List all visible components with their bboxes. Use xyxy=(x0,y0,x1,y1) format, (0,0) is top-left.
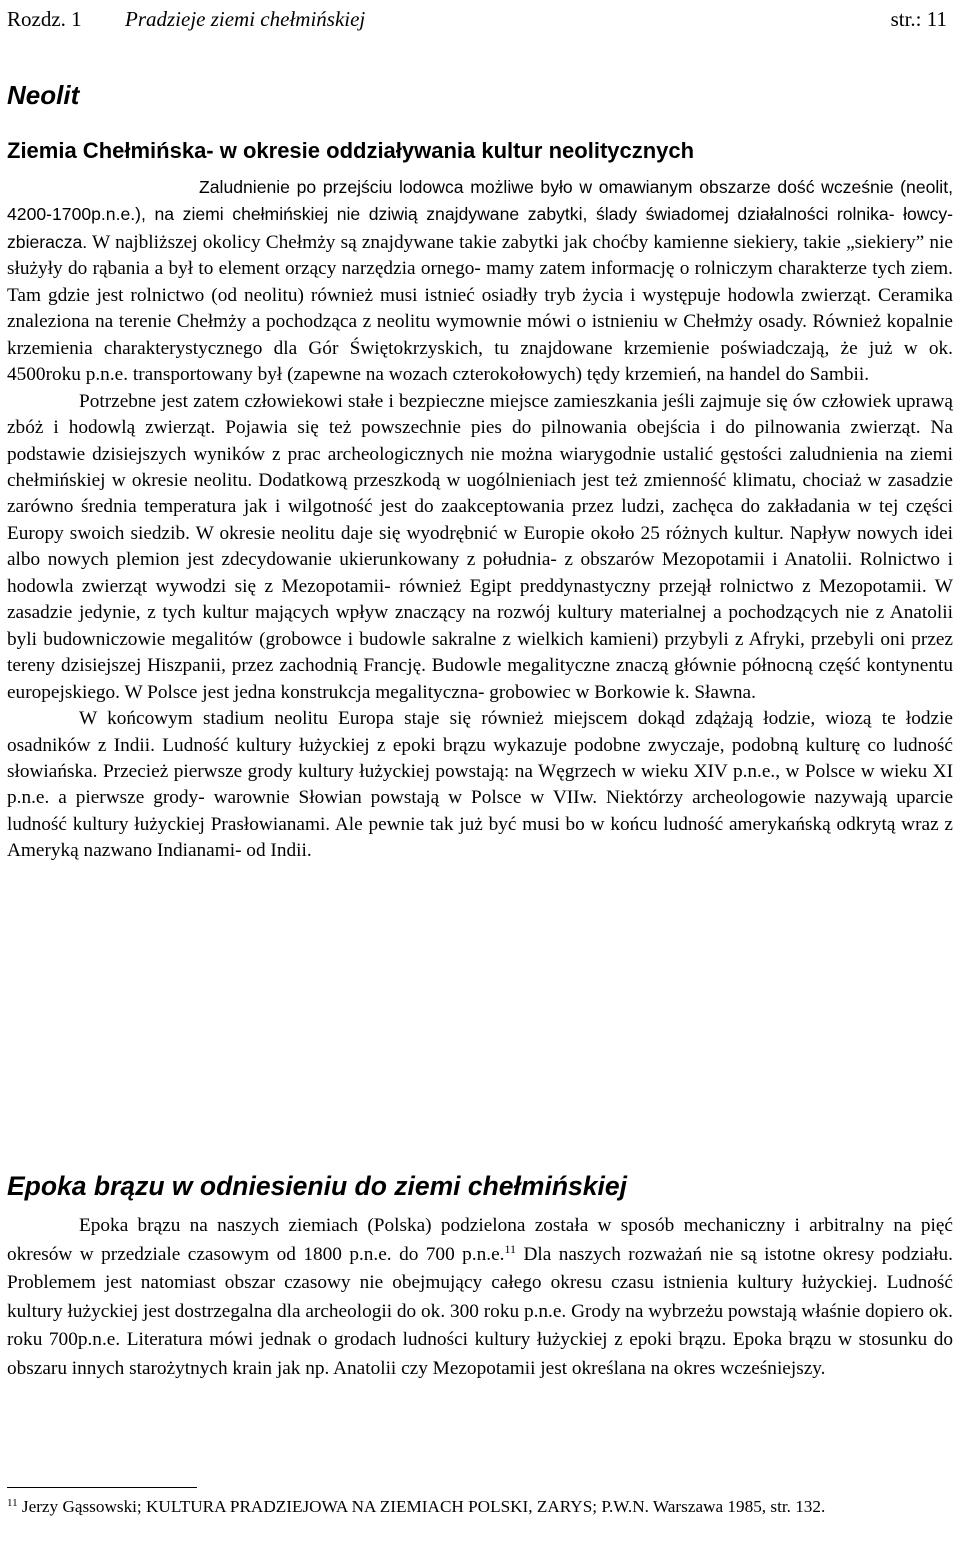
paragraph xyxy=(7,174,953,389)
neolit-body xyxy=(7,174,953,865)
paragraph-serif-part: W najbliższej okolicy Chełmży są znajdywane takie zabytki jak choćby kamienne siekiery, takie „siekiery” nie służyły do rąbania a był to element orzący narzędzia ornego- mamy zatem informację o rolniczym charakterze tych ziem. Tam gdzie jest rolnictwo (od neolitu) również musi istnieć osiadły tryb życia i występuje hodowla zwierząt. Ceramika znaleziona na terenie Chełmży a pochodząca z neolitu wymownie mówi o istnieniu w Chełmży osady. Również kopalnie krzemienia charakterystycznego dla Gór Świętokrzyskich, tu znajdowane krzemienie poświadczają, że już w ok. 4500roku p.n.e. transportowany był (zapewne na wozach czterokołowych) tędy krzemień, na handel do Sambii. xyxy=(7,231,953,386)
paragraph-text: Epoka brązu na naszych ziemiach (Polska) podzielona została w sposób mechaniczny i arbitralny na pięć okresów w przedziale czasowym od 1800 p.n.e. do 700 p.n.e. xyxy=(7,1215,953,1265)
footnote-number: 11 xyxy=(7,1497,18,1509)
chapter-title: Pradzieje ziemi chełmińskiej xyxy=(125,7,366,31)
footnote-text: Jerzy Gąssowski; KULTURA PRADZIEJOWA NA ZIEMIACH POLSKI, ZARYS; P.W.N. Warszawa 1985, str. 132. xyxy=(17,1497,826,1516)
chapter-label: Rozdz. 1 xyxy=(7,7,82,31)
section-heading-neolit: Neolit xyxy=(7,80,80,110)
footnote-separator xyxy=(7,1487,197,1488)
section-heading-bronze: Epoka brązu w odniesieniu do ziemi chełmińskiej xyxy=(7,1171,627,1201)
paragraph: W końcowym stadium neolitu Europa staje się również miejscem dokąd zdążają łodzie, wiozą te łodzie osadników z Indii. Ludność kultury łużyckiej z epoki brązu wykazuje podobne zwyczaje, podobną kulturę co ludność słowiańska. Przecież pierwsze grody kultury łużyckiej powstają: na Węgrzech w wieku XIV p.n.e., w Polsce w wieku XI p.n.e. a pierwsze grody- warownie Słowian powstają w Polsce w VIIw. Niektórzy archeologowie nazywają uparcie ludność kultury łużyckiej Prasłowianami. Ale pewnie tak już być musi bo w końcu ludność amerykańską odkrytą wraz z Ameryką nazwano Indianami- od Indii. xyxy=(7,708,953,862)
subsection-heading: Ziemia Chełmińska- w okresie oddziaływania kultur neolitycznych xyxy=(7,138,695,163)
bronze-body xyxy=(7,1212,953,1384)
paragraph: Potrzebne jest zatem człowiekowi stałe i bezpieczne miejsce zamieszkania jeśli zajmuje się ów człowiek uprawą zbóż i hodowlą zwierząt. Pojawia się też powszechnie pies do pilnowania obejścia i do pilnowania zwierząt. Na podstawie dzisiejszych wyników z prac archeologicznych nie można wiarygodnie ustalić gęstości zaludnienia na ziemi chełmińskiej w okresie neolitu. Dodatkową przeszkodą w uogólnieniach jest też zmienność klimatu, chociaż w zasadzie zarówno średnia temperatura jak i wilgotność jest do zaakceptowania przez ludzi, zachęca do zakładania w tej części Europy swoich siedzib. W okresie neolitu daje się wyodrębnić w Europie około 25 różnych kultur. Napływ nowych idei albo nowych plemion jest zdecydowanie ukierunkowany z południa- z obszarów Mezopotamii i Anatolii. Rolnictwo i hodowla zwierząt wywodzi się z Mezopotamii- również Egipt preddynastyczny przejął rolnictwo z Mezopotamii. W zasadzie jedynie, z tych kultur mających wpływ znaczący na rozwój kultury materialnej a pochodzących nie z Anatolii byli budowniczowie megalitów (grobowce i budowle sakralne z wielkich kamieni) przybyli z Afryki, przebyli oni przez tereny dzisiejszej Hiszpanii, przez zachodnią Francję. Budowle megalityczne znaczą głównie północną część kontynentu europejskiego. W Polsce jest jedna konstrukcja megalityczna- grobowiec w Borkowie k. Sławna. xyxy=(7,390,953,703)
paragraph-sans-part: Zaludnienie po przejściu lodowca możliwe było w omawianym obszarze dość wcześnie (neolit, 4200-1700p.n.e.), na ziemi chełmińskiej nie dziwią znajdywane zabytki, ślady świadomej działalności rolnika- łowcy- zbieracza. xyxy=(7,177,953,252)
footnote xyxy=(7,1495,947,1519)
paragraph-text: Dla naszych rozważań nie są istotne okresy podziału. Problemem jest natomiast obszar czasowy nie obejmujący całego okresu czasu istnienia kultury łużyckiej. Ludność kultury łużyckiej jest dostrzegalna dla archeologii do ok. 300 roku p.n.e. Grody na wybrzeżu powstają właśnie dopiero ok. roku 700p.n.e. Literatura mówi jednak o grodach ludności kultury łużyckiej z epoki brązu. Epoka brązu w stosunku do obszaru innych starożytnych krain jak np. Anatolii czy Mezopotamii jest określana na okres wcześniejszy. xyxy=(7,1243,953,1379)
footnote-reference[interactable]: 11 xyxy=(504,1241,517,1256)
paragraph xyxy=(7,1212,953,1384)
page-number: str.: 11 xyxy=(890,7,947,31)
